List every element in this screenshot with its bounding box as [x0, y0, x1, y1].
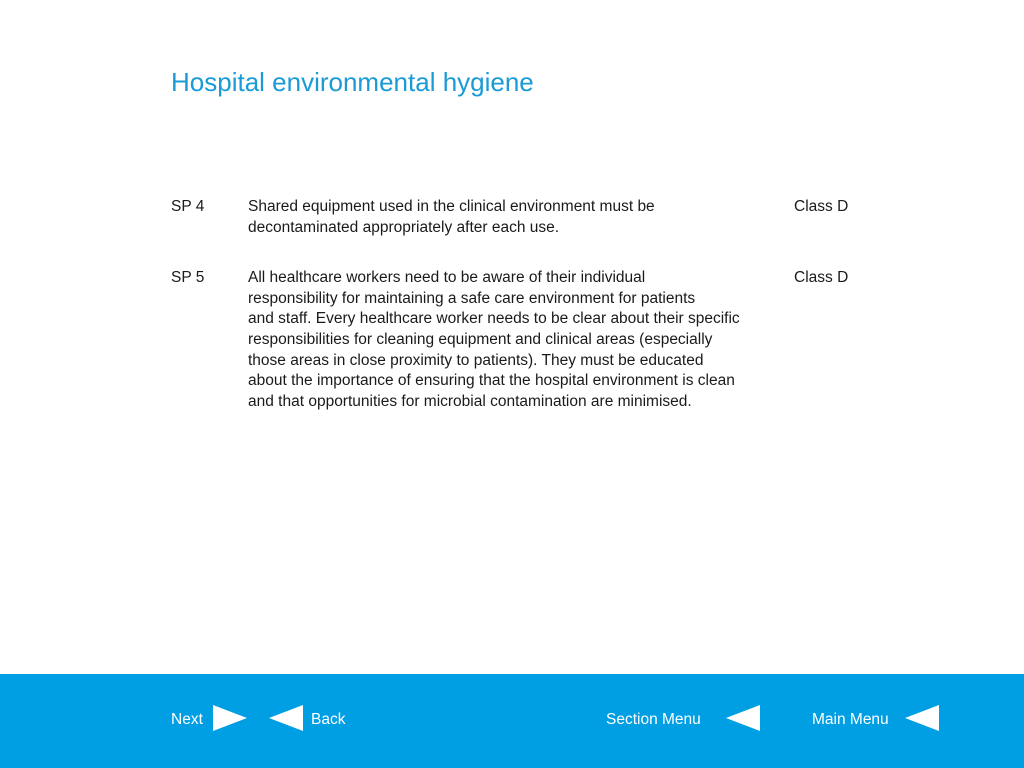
arrow-right-icon[interactable] — [213, 705, 247, 731]
recommendation-text: Shared equipment used in the clinical environment must be decontaminated appropriately after each use. — [248, 198, 655, 236]
arrow-left-icon[interactable] — [269, 705, 303, 731]
navigation-footer — [0, 674, 1024, 768]
section-menu-button[interactable]: Section Menu — [606, 711, 701, 728]
recommendation-code: SP 5 — [171, 269, 205, 287]
recommendation-row — [171, 197, 871, 238]
page-title: Hospital environmental hygiene — [171, 67, 534, 97]
main-menu-button[interactable]: Main Menu — [812, 711, 889, 728]
recommendation-text: All healthcare workers need to be aware of their individual responsibility for maintaining a safe care environment for patients and staff. Every healthcare worker needs to be clear about their specific responsibilities for cleaning equipment and clinical areas (especially those areas in close proximity to patients). They must be educated about the importance of ensuring that the hospital environment is clean and that opportunities for microbial contamination are minimised. — [248, 269, 740, 410]
recommendation-class: Class D — [794, 269, 849, 287]
recommendation-row — [171, 268, 871, 412]
arrow-left-icon[interactable] — [726, 705, 760, 731]
recommendation-code: SP 4 — [171, 198, 205, 215]
back-button[interactable]: Back — [311, 711, 346, 728]
recommendation-list — [171, 197, 871, 412]
next-button[interactable]: Next — [171, 711, 203, 728]
arrow-left-icon[interactable] — [905, 705, 939, 731]
recommendation-class: Class D — [794, 198, 849, 215]
